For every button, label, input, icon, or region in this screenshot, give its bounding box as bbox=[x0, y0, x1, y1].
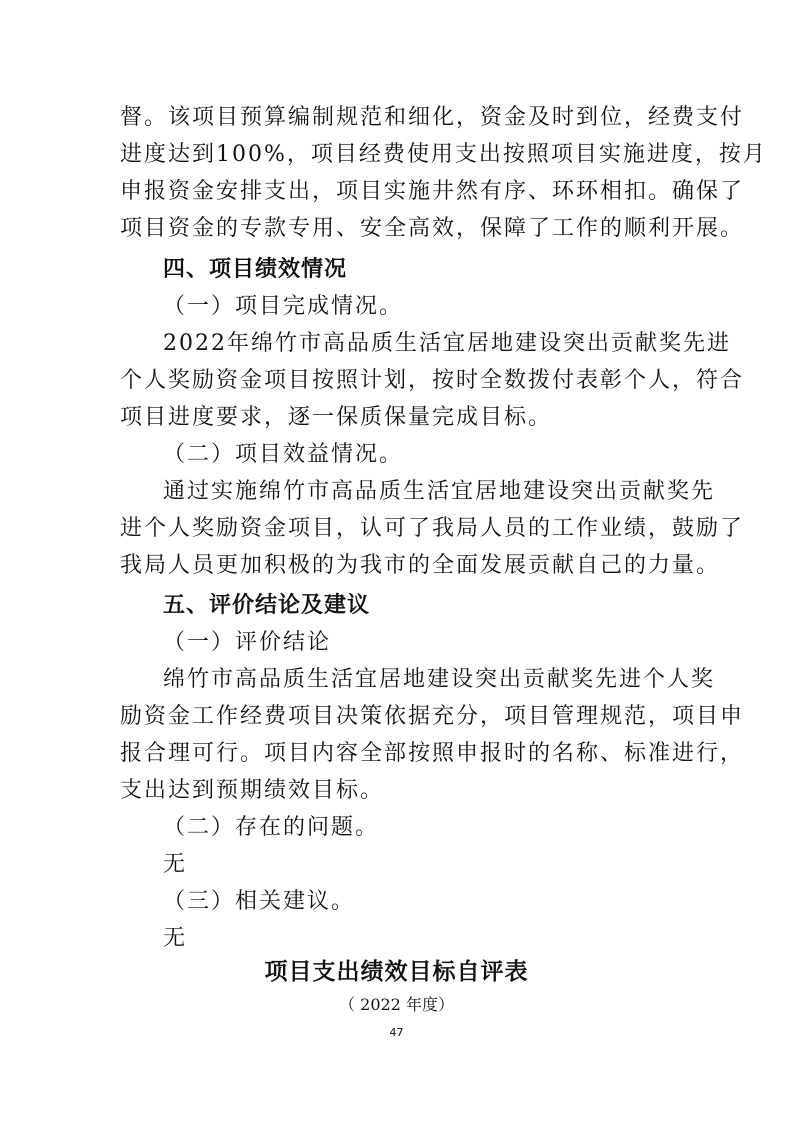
paragraph-line: 项目资金的专款专用、安全高效，保障了工作的顺利开展。 bbox=[120, 216, 745, 241]
subsection-heading: （二）存在的问题。 bbox=[163, 815, 380, 840]
paragraph-line: 支出达到预期绩效目标。 bbox=[120, 778, 385, 803]
paragraph-line: 绵竹市高品质生活宜居地建设突出贡献奖先进个人奖 bbox=[163, 667, 716, 692]
paragraph-line: 2022年绵竹市高品质生活宜居地建设突出贡献奖先进 bbox=[163, 331, 731, 356]
paragraph-line: 无 bbox=[163, 926, 188, 951]
paragraph-line: 报合理可行。项目内容全部按照申报时的名称、标准进行， bbox=[120, 741, 745, 766]
subsection-heading: （一）评价结论 bbox=[163, 630, 332, 655]
paragraph-line: 励资金工作经费项目决策依据充分，项目管理规范，项目申 bbox=[120, 704, 745, 729]
page-number: 47 bbox=[389, 1026, 404, 1039]
paragraph-line: 无 bbox=[163, 852, 188, 877]
section-heading-five: 五、评价结论及建议 bbox=[163, 593, 371, 618]
section-heading-four: 四、项目绩效情况 bbox=[163, 257, 348, 282]
subsection-heading: （二）项目效益情况。 bbox=[163, 442, 404, 467]
paragraph-line: 申报资金安排支出，项目实施井然有序、环环相扣。确保了 bbox=[120, 179, 745, 204]
paragraph-line: 进度达到100%，项目经费使用支出按照项目实施进度，按月 bbox=[120, 142, 767, 167]
paragraph-line: 进个人奖励资金项目，认可了我局人员的工作业绩，鼓励了 bbox=[120, 516, 745, 541]
paragraph-line: 通过实施绵竹市高品质生活宜居地建设突出贡献奖先 bbox=[163, 479, 716, 504]
paragraph-line: 督。该项目预算编制规范和细化，资金及时到位，经费支付 bbox=[120, 105, 745, 130]
subsection-heading: （三）相关建议。 bbox=[163, 889, 356, 914]
paragraph-line: 我局人员更加积极的为我市的全面发展贡献自己的力量。 bbox=[120, 553, 721, 578]
paragraph-line: 个人奖励资金项目按照计划，按时全数拨付表彰个人，符合 bbox=[120, 368, 745, 393]
table-subtitle: （ 2022 年度） bbox=[339, 995, 454, 1014]
paragraph-line: 项目进度要求，逐一保质保量完成目标。 bbox=[120, 405, 553, 430]
table-title: 项目支出绩效目标自评表 bbox=[264, 959, 529, 985]
subsection-heading: （一）项目完成情况。 bbox=[163, 294, 404, 319]
